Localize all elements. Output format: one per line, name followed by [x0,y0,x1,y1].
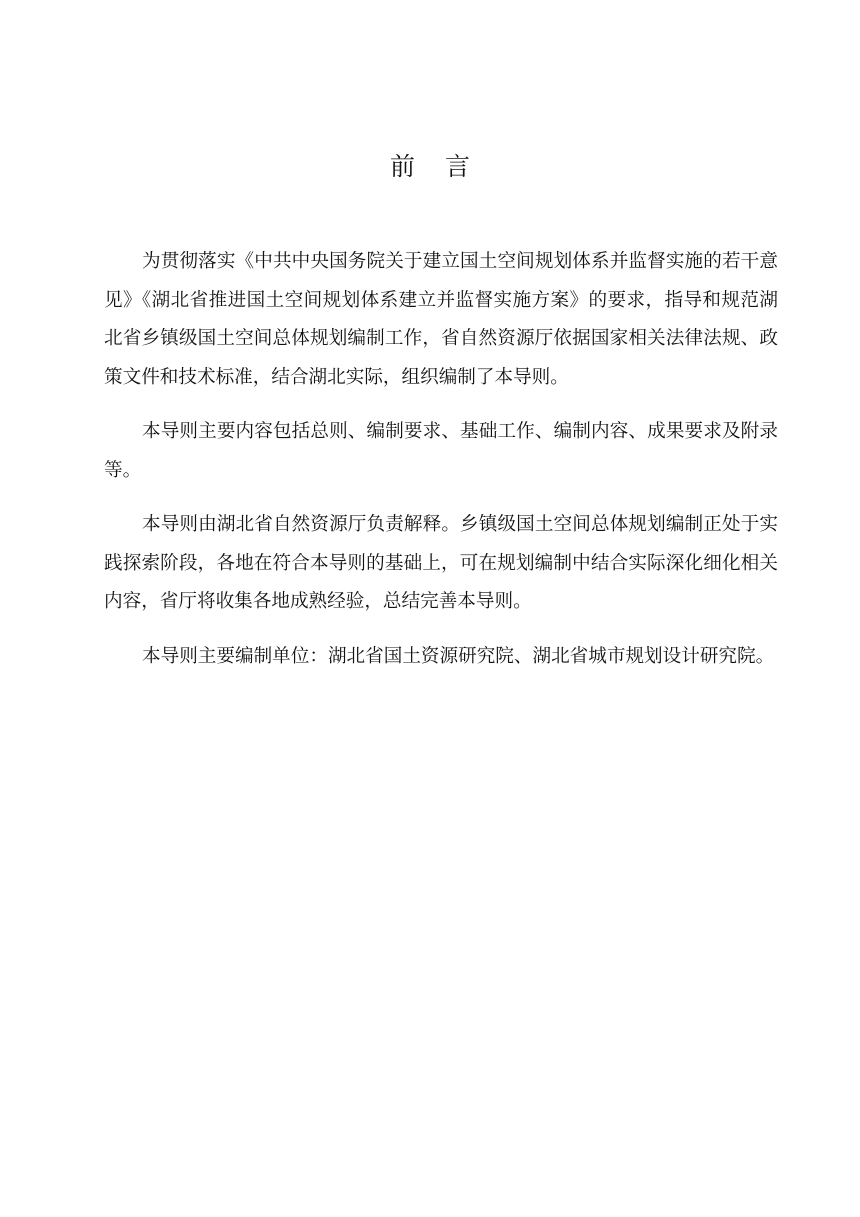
preface-paragraph-purpose: 为贯彻落实《中共中央国务院关于建立国土空间规划体系并监督实施的若干意见》《湖北省推进国土空间规划体系建立并监督实施方案》的要求，指导和规范湖北省乡镇级国土空间总体规划编制工作，省自然资源厅依据国家相关法律法规、政策文件和技术标准，结合湖北实际，组织编制了本导则。 [104,251,778,388]
preface-paragraph-contents: 本导则主要内容包括总则、编制要求、基础工作、编制内容、成果要求及附录等。 [104,421,778,481]
preface-paragraph-authors: 本导则主要编制单位：湖北省国土资源研究院、湖北省城市规划设计研究院。 [142,645,775,667]
preface-body [104,243,778,692]
page-title: 前言 [389,152,500,181]
preface-paragraph-interpretation: 本导则由湖北省自然资源厅负责解释。乡镇级国土空间总体规划编制正处于实践探索阶段，各地在符合本导则的基础上，可在规划编制中结合实际深化细化相关内容，省厅将收集各地成熟经验，总结完善本导则。 [104,514,778,612]
